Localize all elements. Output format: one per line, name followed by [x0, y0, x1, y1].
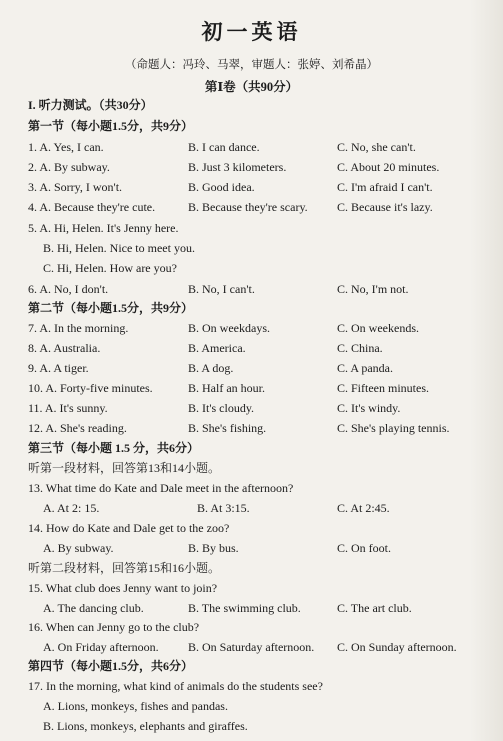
q4-option-c: C. Because it's lazy.: [337, 200, 433, 214]
q9-option-a: 9. A. A tiger.: [28, 361, 89, 375]
q9-option-b: B. A dog.: [188, 361, 234, 375]
q3-option-c: C. I'm afraid I can't.: [337, 180, 433, 194]
q4-option-a: 4. A. Because they're cute.: [28, 200, 156, 214]
q16-option-c: C. On Sunday afternoon.: [337, 640, 457, 654]
q17-stem: 17. In the morning, what kind of animals do the students see?: [28, 679, 323, 693]
q1-option-a: 1. A. Yes, I can.: [28, 140, 104, 154]
q16-stem: 16. When can Jenny go to the club?: [28, 620, 200, 634]
q7-option-a: 7. A. In the morning.: [28, 321, 129, 335]
q10-option-c: C. Fifteen minutes.: [337, 381, 429, 395]
q2-option-c: C. About 20 minutes.: [337, 160, 440, 174]
bleed-through-margin: [470, 0, 503, 741]
q1-option-c: C. No, she can't.: [337, 140, 416, 154]
q8-option-b: B. America.: [188, 341, 246, 355]
q5-option-c: C. Hi, Helen. How are you?: [43, 261, 177, 275]
q12-option-c: C. She's playing tennis.: [337, 421, 450, 435]
volume-heading: 第Ⅰ卷（共90分）: [204, 80, 299, 94]
exam-authors: （命题人：冯玲、马翠，审题人：张婷、刘希晶）: [125, 59, 378, 71]
q2-option-b: B. Just 3 kilometers.: [188, 160, 287, 174]
q8-option-c: C. China.: [337, 341, 383, 355]
q11-option-c: C. It's windy.: [337, 401, 401, 415]
q13-option-b: B. At 3:15.: [197, 501, 250, 515]
q3-option-a: 3. A. Sorry, I won't.: [28, 180, 123, 194]
q10-option-b: B. Half an hour.: [188, 381, 265, 395]
q11-option-b: B. It's cloudy.: [188, 401, 255, 415]
q6-option-b: B. No, I can't.: [188, 282, 255, 296]
q14-option-b: B. By bus.: [188, 541, 239, 555]
q15-option-a: A. The dancing club.: [43, 601, 144, 615]
q4-option-b: B. Because they're scary.: [188, 200, 308, 214]
q13-option-c: C. At 2:45.: [337, 501, 390, 515]
part-heading-4-text: 第四节（每小题1.5分，共6分）: [28, 659, 194, 673]
q1-option-b: B. I can dance.: [188, 140, 260, 154]
part-heading-2-text: 第二节（每小题1.5分，共9分）: [28, 301, 194, 315]
q6-option-a: 6. A. No, I don't.: [28, 282, 109, 296]
exam-title: 初一英语: [201, 20, 302, 44]
q7-option-c: C. On weekends.: [337, 321, 419, 335]
q16-option-a: A. On Friday afternoon.: [43, 640, 159, 654]
section-heading-text: I. 听力测试。（共30分）: [28, 98, 153, 112]
part-heading-3-text: 第三节（每小题 1.5 分，共6分）: [28, 441, 200, 455]
q5-option-b: B. Hi, Helen. Nice to meet you.: [43, 241, 195, 255]
q12-option-b: B. She's fishing.: [188, 421, 267, 435]
q17-option-b: B. Lions, monkeys, elephants and giraffes.: [43, 719, 248, 733]
q12-option-a: 12. A. She's reading.: [28, 421, 127, 435]
q13-option-a: A. At 2: 15.: [43, 501, 100, 515]
q8-option-a: 8. A. Australia.: [28, 341, 101, 355]
q14-stem: 14. How do Kate and Dale get to the zoo?: [28, 521, 230, 535]
q10-option-a: 10. A. Forty-five minutes.: [28, 381, 153, 395]
q6-option-c: C. No, I'm not.: [337, 282, 409, 296]
part-heading-1-text: 第一节（每小题1.5分，共9分）: [28, 119, 194, 133]
q15-option-b: B. The swimming club.: [188, 601, 301, 615]
q5-option-a: 5. A. Hi, Helen. It's Jenny here.: [28, 221, 179, 235]
q14-option-c: C. On foot.: [337, 541, 391, 555]
q3-option-b: B. Good idea.: [188, 180, 255, 194]
q9-option-c: C. A panda.: [337, 361, 393, 375]
q14-option-a: A. By subway.: [43, 541, 114, 555]
q15-stem: 15. What club does Jenny want to join?: [28, 581, 218, 595]
q13-stem: 13. What time do Kate and Dale meet in the afternoon?: [28, 481, 294, 495]
q2-option-a: 2. A. By subway.: [28, 160, 110, 174]
q7-option-b: B. On weekdays.: [188, 321, 270, 335]
instruction-13-14-text: 听第一段材料，回答第13和14小题。: [28, 461, 221, 475]
q15-option-c: C. The art club.: [337, 601, 412, 615]
instruction-15-16-text: 听第二段材料，回答第15和16小题。: [28, 561, 221, 575]
q17-option-a: A. Lions, monkeys, fishes and pandas.: [43, 699, 228, 713]
q11-option-a: 11. A. It's sunny.: [28, 401, 108, 415]
q16-option-b: B. On Saturday afternoon.: [188, 640, 315, 654]
